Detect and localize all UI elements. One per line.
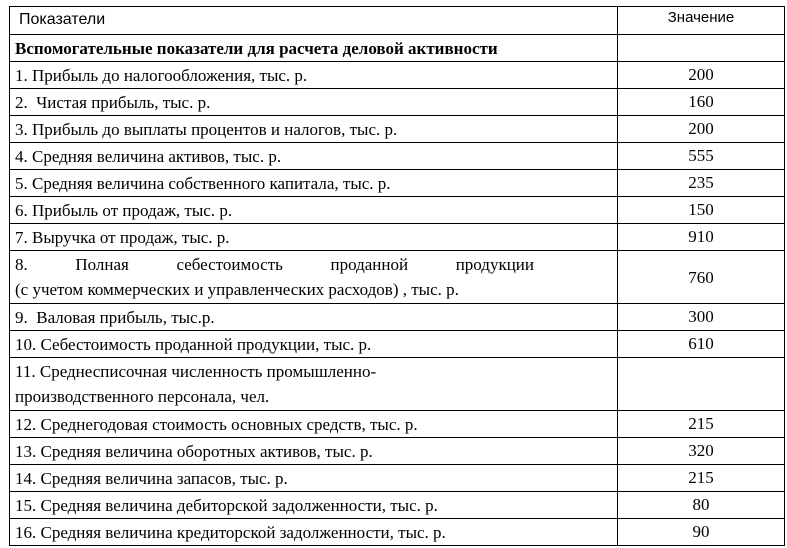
row-value: 555 bbox=[618, 143, 785, 170]
table-row bbox=[10, 143, 785, 170]
row-label-line2: производственного персонала, чел. bbox=[15, 387, 270, 406]
section-row bbox=[10, 35, 785, 62]
word: проданной bbox=[330, 255, 409, 274]
row-label: 1. Прибыль до налогообложения, тыс. р. bbox=[10, 62, 618, 89]
row-value bbox=[618, 358, 785, 411]
header-value: Значение bbox=[618, 7, 785, 35]
header-row bbox=[10, 7, 785, 35]
row-label bbox=[10, 358, 618, 411]
row-label: 13. Средняя величина оборотных активов, тыс. р. bbox=[10, 438, 618, 465]
row-label: 10. Себестоимость проданной продукции, тыс. р. bbox=[10, 331, 618, 358]
section-title: Вспомогательные показатели для расчета деловой активности bbox=[10, 35, 618, 62]
row-label: 3. Прибыль до выплаты процентов и налогов, тыс. р. bbox=[10, 116, 618, 143]
table-row bbox=[10, 116, 785, 143]
row-label: 7. Выручка от продаж, тыс. р. bbox=[10, 224, 618, 251]
row-label: 12. Среднегодовая стоимость основных средств, тыс. р. bbox=[10, 411, 618, 438]
row-value: 90 bbox=[618, 519, 785, 546]
row-label: 16. Средняя величина кредиторской задолженности, тыс. р. bbox=[10, 519, 618, 546]
word: продукции bbox=[455, 255, 534, 274]
table-row bbox=[10, 224, 785, 251]
row-value: 200 bbox=[618, 116, 785, 143]
row-value: 320 bbox=[618, 438, 785, 465]
table-row bbox=[10, 438, 785, 465]
table-row bbox=[10, 492, 785, 519]
row-label-line1 bbox=[15, 252, 612, 277]
row-value: 160 bbox=[618, 89, 785, 116]
row-label: 6. Прибыль от продаж, тыс. р. bbox=[10, 197, 618, 224]
word: Полная bbox=[75, 255, 129, 274]
row-value: 610 bbox=[618, 331, 785, 358]
word: 8. bbox=[15, 255, 28, 274]
table-row bbox=[10, 251, 785, 304]
table-row bbox=[10, 197, 785, 224]
row-label: 15. Средняя величина дебиторской задолженности, тыс. р. bbox=[10, 492, 618, 519]
row-label: 4. Средняя величина активов, тыс. р. bbox=[10, 143, 618, 170]
row-value: 235 bbox=[618, 170, 785, 197]
row-value: 200 bbox=[618, 62, 785, 89]
word: себестоимость bbox=[176, 255, 283, 274]
table-row bbox=[10, 411, 785, 438]
table-row bbox=[10, 170, 785, 197]
row-label: 2. Чистая прибыль, тыс. р. bbox=[10, 89, 618, 116]
row-label-line1: 11. Среднесписочная численность промышленно- bbox=[15, 362, 377, 381]
row-label-line2: (с учетом коммерческих и управленческих расходов) , тыс. р. bbox=[15, 280, 459, 299]
header-indicator: Показатели bbox=[10, 7, 618, 35]
row-value: 215 bbox=[618, 465, 785, 492]
table-row bbox=[10, 519, 785, 546]
row-label: 14. Средняя величина запасов, тыс. р. bbox=[10, 465, 618, 492]
row-value: 80 bbox=[618, 492, 785, 519]
row-value: 300 bbox=[618, 304, 785, 331]
table-row bbox=[10, 331, 785, 358]
table-row bbox=[10, 465, 785, 492]
row-value: 760 bbox=[618, 251, 785, 304]
row-label: 9. Валовая прибыль, тыс.р. bbox=[10, 304, 618, 331]
table-row bbox=[10, 304, 785, 331]
section-value-empty bbox=[618, 35, 785, 62]
indicators-table bbox=[9, 6, 785, 546]
table-row bbox=[10, 89, 785, 116]
row-value: 910 bbox=[618, 224, 785, 251]
table-row bbox=[10, 62, 785, 89]
row-label bbox=[10, 251, 618, 304]
table-row bbox=[10, 358, 785, 411]
row-value: 215 bbox=[618, 411, 785, 438]
row-value: 150 bbox=[618, 197, 785, 224]
row-label: 5. Средняя величина собственного капитала, тыс. р. bbox=[10, 170, 618, 197]
